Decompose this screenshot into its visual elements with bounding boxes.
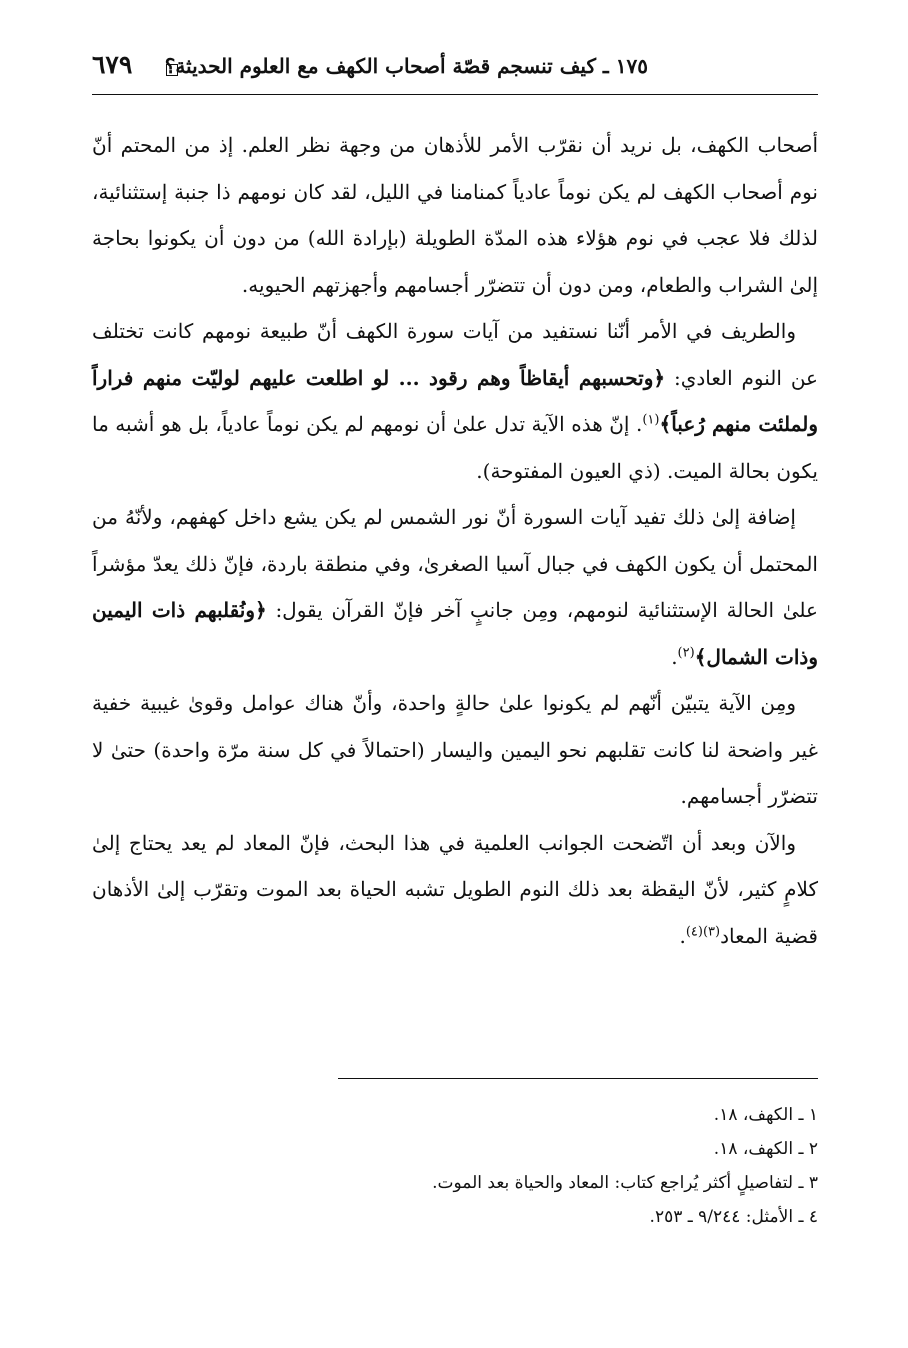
- square-ornament-icon: [166, 64, 178, 76]
- paragraph-text: .: [679, 923, 686, 948]
- footnote-reference: (٣)(٤): [685, 923, 721, 939]
- main-text: [92, 122, 818, 959]
- footnote-item: ١ ـ الكهف، ١٨.: [713, 1105, 818, 1125]
- page-header: [92, 50, 818, 90]
- paragraph: [92, 308, 818, 494]
- footnotes: [92, 1098, 818, 1234]
- paragraph-text: .: [671, 644, 678, 669]
- paragraph-text: ومِن الآية يتبيّن أنّهم لم يكونوا علىٰ حالةٍ واحدة، وأنّ هناك عوامل وقوىٰ غيبية خفية غير واضحة لنا كانت تقلبهم نحو اليمين واليسار (احتمالاً في كل سنة مرّة واحدة) حتىٰ لا تتضرّر أجسامهم.: [92, 691, 818, 808]
- footnote-reference: (٢): [677, 644, 695, 660]
- footnote-item: ٣ ـ لتفاصيلٍ أكثر يُراجع كتاب: المعاد والحياة بعد الموت.: [432, 1173, 818, 1193]
- paragraph: [92, 494, 818, 680]
- paragraph-text: والطريف في الأمر أنّنا نستفيد من آيات سورة الكهف أنّ طبيعة نومهم كانت تختلف عن النوم العادي:: [92, 319, 818, 390]
- running-title: ١٧٥ ـ كيف تنسجم قصّة أصحاب الكهف مع العلوم الحديثة؟: [164, 54, 648, 78]
- paragraph-text: والآن وبعد أن اتّضحت الجوانب العلمية في هذا البحث، فإنّ المعاد لم يعد يحتاج إلىٰ كلامٍ كثير، لأنّ اليقظة بعد ذلك النوم الطويل تشبه الحياة بعد الموت وتقرّب إلىٰ الأذهان قضية المعاد: [92, 830, 818, 948]
- footnote-divider: [338, 1078, 818, 1079]
- paragraph-text: . إنّ هذه الآية تدل علىٰ أن نومهم لم يكن نوماً عادياً، بل هو أشبه ما يكون بحالة الميت. (ذي العيون المفتوحة).: [92, 412, 818, 483]
- footnote-item: ٤ ـ الأمثل: ٩/٢٤٤ ـ ٢٥٣.: [649, 1207, 818, 1227]
- header-divider: [92, 94, 818, 95]
- page-number: ٦٧٩: [92, 50, 133, 79]
- footnote-item: ٢ ـ الكهف، ١٨.: [713, 1139, 818, 1159]
- quran-verse: ﴿ونُقلبهم ذات اليمين وذات الشمال﴾: [92, 598, 818, 669]
- footnote-reference: (١): [642, 412, 660, 428]
- quran-verse: ﴿وتحسبهم أيقاظاً وهم رقود ... لو اطلعت عليهم لوليّت منهم فراراً ولملئت منهم رُعباً﴾: [92, 365, 818, 436]
- paragraph-text: أصحاب الكهف، بل نريد أن نقرّب الأمر للأذهان من وجهة نظر العلم. إذ من المحتم أنّ نوم أصحاب الكهف لم يكن نوماً عادياً كمنامنا في الليل، لقد كان نومهم ذا جنبة إستثنائية، لذلك فلا عجب في نوم هؤلاء هذه المدّة الطويلة (بإرادة الله) من دون أن يكونوا بحاجة إلىٰ الشراب والطعام، ومن دون أن تتضرّر أجسامهم وأجهزتهم الحيويه.: [92, 133, 818, 297]
- paragraph: [92, 820, 818, 960]
- paragraph: [92, 680, 818, 820]
- paragraph-text: إضافة إلىٰ ذلك تفيد آيات السورة أنّ نور الشمس لم يكن يشع داخل كهفهم، ولأنّهُ من المحتمل أن يكون الكهف في جبال آسيا الصغرىٰ، وفي منطقة باردة، فإنّ ذلك يعدّ مؤشراً علىٰ الحالة الإستثنائية لنومهم، ومِن جانبٍ آخر فإنّ القرآن يقول:: [92, 505, 818, 622]
- paragraph: [92, 122, 818, 308]
